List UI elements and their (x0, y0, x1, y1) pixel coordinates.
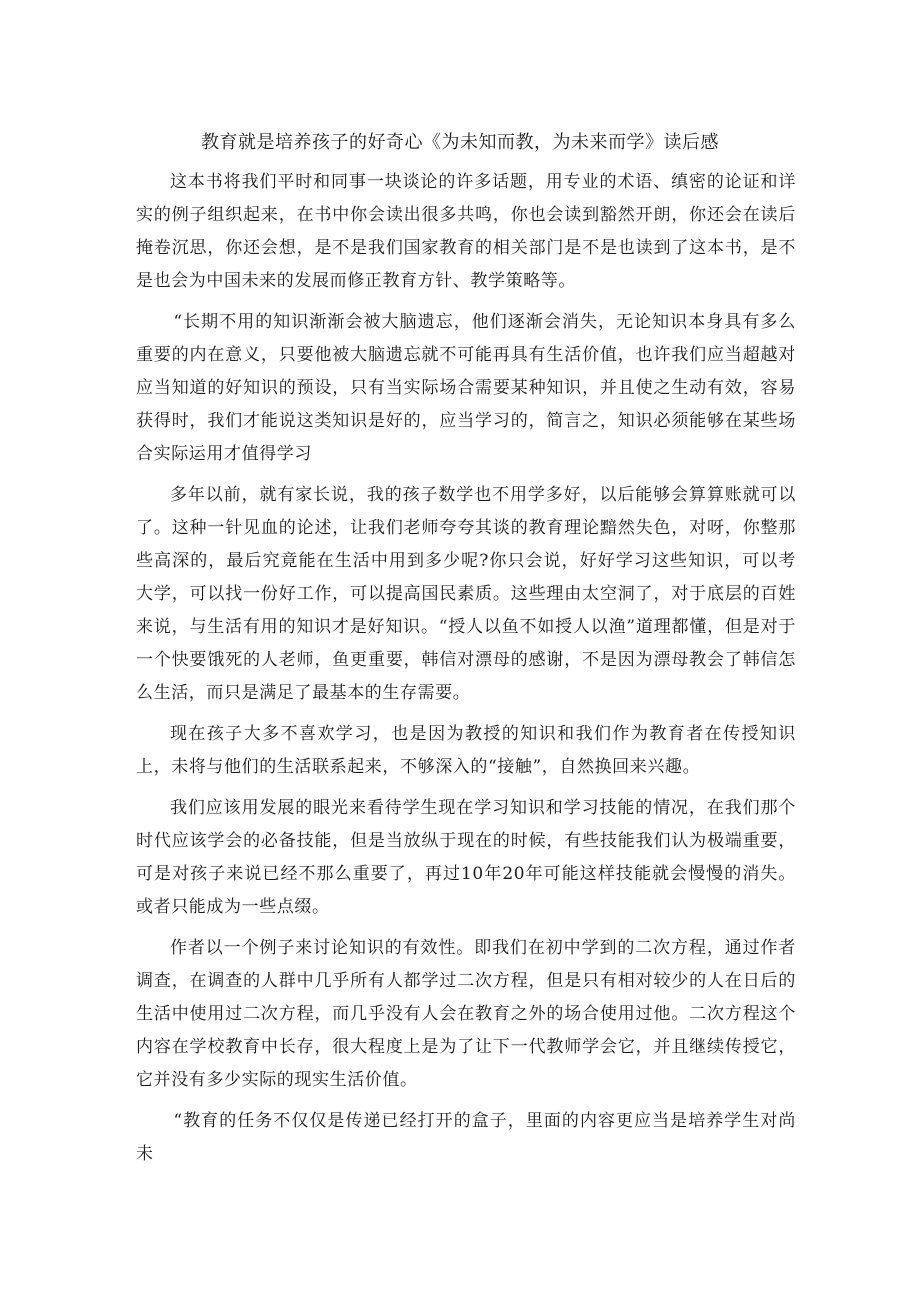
document-title: 教育就是培养孩子的好奇心《为未知而教，为未来而学》读后感 (201, 132, 719, 153)
document-body (136, 166, 796, 1179)
paragraph-interest: 现在孩子大多不喜欢学习，也是因为教授的知识和我们作为教育者在传授知识上，未将与他们的生活联系起来，不够深入的“接触”，自然换回来兴趣。 (136, 724, 796, 777)
paragraph-intro: 这本书将我们平时和同事一块谈论的许多话题，用专业的术语、缜密的论证和详实的例子组织起来，在书中你会读出很多共鸣，你也会读到豁然开朗，你还会在读后掩卷沉思，你还会想，是不是我们国家教育的相关部门是不是也读到了这本书，是不是也会为中国未来的发展而修正教育方针、教学策略等。 (136, 172, 796, 291)
paragraph-parents: 多年以前，就有家长说，我的孩子数学也不用学多好，以后能够会算算账就可以了。这种一针见血的论述，让我们老师夸夸其谈的教育理论黯然失色，对呀，你整那些高深的，最后究竟能在生活中用到多少呢?你只会说，好好学习这些知识，可以考大学，可以找一份好工作，可以提高国民素质。这些理由太空洞了，对于底层的百姓来说，与生活有用的知识才是好知识。“授人以鱼不如授人以渔”道理都懂，但是对于一个快要饿死的人老师，鱼更重要，韩信对漂母的感谢，不是因为漂母教会了韩信怎么生活，而只是满足了最基本的生存需要。 (136, 485, 796, 703)
paragraph-quote-education: “教育的任务不仅仅是传递已经打开的盒子，里面的内容更应当是培养学生对尚未 (136, 1111, 796, 1164)
paragraph-skills: 我们应该用发展的眼光来看待学生现在学习知识和学习技能的情况，在我们那个时代应该学会的必备技能，但是当放纵于现在的时候，有些技能我们认为极端重要，可是对孩子来说已经不那么重要了，再过10年20年可能这样技能就会慢慢的消失。或者只能成为一些点缀。 (136, 798, 796, 917)
paragraph-quote-knowledge: “长期不用的知识渐渐会被大脑遗忘，他们逐渐会消失，无论知识本身具有多么重要的内在意义，只要他被大脑遗忘就不可能再具有生活价值，也许我们应当超越对应当知道的好知识的预设，只有当实际场合需要某种知识，并且使之生动有效，容易获得时，我们才能说这类知识是好的，应当学习的，简言之，知识必须能够在某些场合实际运用才值得学习 (136, 312, 796, 464)
paragraph-quadratic: 作者以一个例子来讨论知识的有效性。即我们在初中学到的二次方程，通过作者调查，在调查的人群中几乎所有人都学过二次方程，但是只有相对较少的人在日后的生活中使用过二次方程，而几乎没有人会在教育之外的场合使用过他。二次方程这个内容在学校教育中长存，很大程度上是为了让下一代教师学会它，并且继续传授它，它并没有多少实际的现实生活价值。 (136, 938, 796, 1090)
